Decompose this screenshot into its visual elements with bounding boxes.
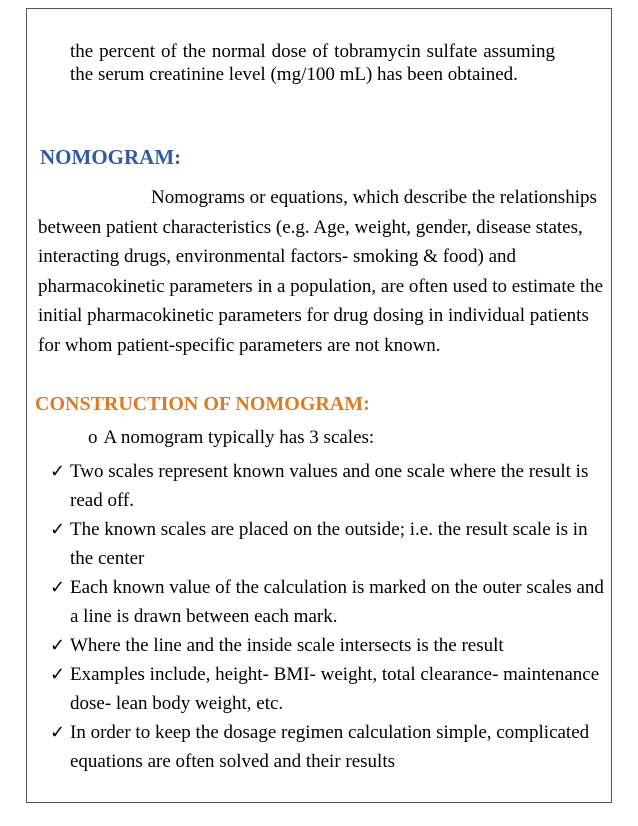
checklist-item-text: Each known value of the calculation is marked on the outer scales and a line is drawn between each mark. (70, 577, 604, 627)
checklist-item-text: Examples include, height- BMI- weight, total clearance- maintenance dose- lean body weight, etc. (70, 664, 600, 714)
checklist-item (50, 515, 605, 573)
nomogram-heading: NOMOGRAM: (40, 145, 182, 169)
nomogram-paragraph-text: Nomograms or equations, which describe the relationships between patient characteristics (e.g. Age, weight, gender, disease states, interacting drugs, environmental factors- smoking & food) and pharmacokinetic parameters in a population, are often used to estimate the initial pharmacokinetic parameters for drug dosing in individual patients for whom patient-specific parameters are not known. (38, 187, 604, 356)
checkmark-icon: ✓ (50, 722, 66, 743)
sub-bullet-text: A nomogram typically has 3 scales: (103, 427, 375, 448)
checklist-item (50, 718, 605, 776)
checklist-item (50, 631, 605, 660)
checkmark-icon: ✓ (50, 519, 66, 540)
checkmark-icon: ✓ (50, 635, 66, 656)
checkmark-icon: ✓ (50, 461, 66, 482)
checklist-item (50, 457, 605, 515)
checklist (50, 457, 605, 776)
nomogram-paragraph (38, 183, 610, 360)
sub-bullet-item (88, 426, 374, 450)
checklist-item (50, 573, 605, 631)
checkmark-icon: ✓ (50, 664, 66, 685)
checklist-item (50, 660, 605, 718)
intro-paragraph: the percent of the normal dose of tobramycin sulfate assuming the serum creatinine level (mg/100 mL) has been obtained. (70, 41, 555, 85)
checklist-item-text: Where the line and the inside scale intersects is the result (70, 635, 504, 656)
checklist-item-text: In order to keep the dosage regimen calculation simple, complicated equations are often solved and their results (70, 722, 590, 772)
checklist-item-text: Two scales represent known values and one scale where the result is read off. (70, 461, 589, 511)
checklist-item-text: The known scales are placed on the outside; i.e. the result scale is in the center (70, 519, 588, 569)
construction-heading: CONSTRUCTION OF NOMOGRAM: (35, 393, 370, 415)
circle-bullet-icon: o (88, 427, 98, 448)
checkmark-icon: ✓ (50, 577, 66, 598)
